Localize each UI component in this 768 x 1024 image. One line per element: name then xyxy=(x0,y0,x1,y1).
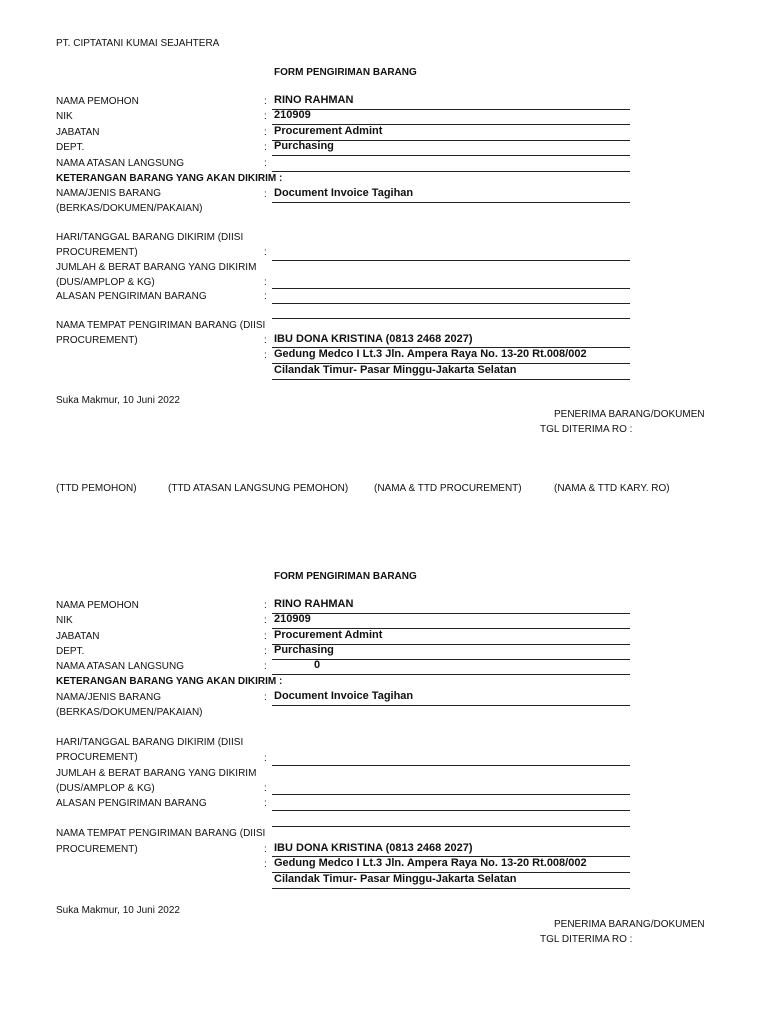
label-nik: NIK xyxy=(56,111,73,122)
value-tempat-line2: Gedung Medco I Lt.3 Jln. Ampera Raya No. 13-20 Rt.008/002 xyxy=(274,348,587,360)
value-nik: 210909 xyxy=(274,109,311,121)
label-alasan: ALASAN PENGIRIMAN BARANG xyxy=(56,798,207,809)
colon: : xyxy=(264,158,267,169)
label-nama-pemohon: NAMA PEMOHON xyxy=(56,96,139,107)
value-tempat-line1: IBU DONA KRISTINA (0813 2468 2027) xyxy=(274,842,473,854)
label-hari-line1: HARI/TANGGAL BARANG DIKIRIM (DIISI xyxy=(56,232,244,243)
value-atasan: 0 xyxy=(314,659,321,671)
colon: : xyxy=(264,631,267,642)
label-atasan: NAMA ATASAN LANGSUNG xyxy=(56,661,184,672)
value-dept: Purchasing xyxy=(274,140,334,152)
label-dept: DEPT. xyxy=(56,142,85,153)
colon: : xyxy=(264,600,267,611)
signature-atasan: (TTD ATASAN LANGSUNG PEMOHON) xyxy=(168,483,349,494)
value-nama-pemohon: RINO RAHMAN xyxy=(274,598,354,610)
colon: : xyxy=(264,350,267,361)
label-jenis-line2: (BERKAS/DOKUMEN/PAKAIAN) xyxy=(56,707,203,718)
label-nik: NIK xyxy=(56,615,73,626)
received-date-label: TGL DITERIMA RO : xyxy=(540,424,633,435)
value-nik: 210909 xyxy=(274,613,311,625)
place-date: Suka Makmur, 10 Juni 2022 xyxy=(56,395,180,406)
label-jabatan: JABATAN xyxy=(56,631,100,642)
label-atasan: NAMA ATASAN LANGSUNG xyxy=(56,158,184,169)
value-tempat-line3: Cilandak Timur- Pasar Minggu-Jakarta Selatan xyxy=(274,364,517,376)
colon: : xyxy=(264,783,267,794)
label-hari-line2: PROCUREMENT) xyxy=(56,752,138,763)
label-hari-line2: PROCUREMENT) xyxy=(56,247,138,258)
signature-procurement: (NAMA & TTD PROCUREMENT) xyxy=(374,483,522,494)
colon: : xyxy=(264,335,267,346)
label-jumlah-line2: (DUS/AMPLOP & KG) xyxy=(56,783,155,794)
label-tempat-line2: PROCUREMENT) xyxy=(56,335,138,346)
label-jumlah-line1: JUMLAH & BERAT BARANG YANG DIKIRIM xyxy=(56,262,257,273)
received-date-label: TGL DITERIMA RO : xyxy=(540,934,633,945)
label-keterangan: KETERANGAN BARANG YANG AKAN DIKIRIM : xyxy=(56,676,283,687)
colon: : xyxy=(264,277,267,288)
signature-pemohon: (TTD PEMOHON) xyxy=(56,483,137,494)
value-jabatan: Procurement Admint xyxy=(274,629,383,641)
field-underline xyxy=(272,810,630,811)
value-jenis: Document Invoice Tagihan xyxy=(274,690,414,702)
label-hari-line1: HARI/TANGGAL BARANG DIKIRIM (DIISI xyxy=(56,737,244,748)
colon: : xyxy=(264,142,267,153)
label-tempat-line1: NAMA TEMPAT PENGIRIMAN BARANG (DIISI xyxy=(56,828,266,839)
colon: : xyxy=(264,798,267,809)
value-nama-pemohon: RINO RAHMAN xyxy=(274,94,354,106)
label-keterangan: KETERANGAN BARANG YANG AKAN DIKIRIM : xyxy=(56,173,283,184)
value-tempat-line3: Cilandak Timur- Pasar Minggu-Jakarta Selatan xyxy=(274,873,517,885)
company-name: PT. CIPTATANI KUMAI SEJAHTERA xyxy=(56,38,220,49)
label-dept: DEPT. xyxy=(56,646,85,657)
receiver-label: PENERIMA BARANG/DOKUMEN xyxy=(554,409,705,420)
field-underline xyxy=(272,826,630,827)
label-jenis-line2: (BERKAS/DOKUMEN/PAKAIAN) xyxy=(56,203,203,214)
field-underline xyxy=(272,674,630,675)
label-tempat-line1: NAMA TEMPAT PENGIRIMAN BARANG (DIISI xyxy=(56,320,266,331)
label-jumlah-line1: JUMLAH & BERAT BARANG YANG DIKIRIM xyxy=(56,768,257,779)
colon: : xyxy=(264,661,267,672)
colon: : xyxy=(264,844,267,855)
colon: : xyxy=(264,189,267,200)
colon: : xyxy=(264,291,267,302)
place-date: Suka Makmur, 10 Juni 2022 xyxy=(56,905,180,916)
signature-kary-ro: (NAMA & TTD KARY. RO) xyxy=(554,483,670,494)
value-tempat-line1: IBU DONA KRISTINA (0813 2468 2027) xyxy=(274,333,473,345)
field-underline xyxy=(272,705,630,706)
colon: : xyxy=(264,692,267,703)
colon: : xyxy=(264,753,267,764)
value-tempat-line2: Gedung Medco I Lt.3 Jln. Ampera Raya No. 13-20 Rt.008/002 xyxy=(274,857,587,869)
colon: : xyxy=(264,96,267,107)
colon: : xyxy=(264,111,267,122)
colon: : xyxy=(264,646,267,657)
value-jenis: Document Invoice Tagihan xyxy=(274,187,414,199)
form-title: FORM PENGIRIMAN BARANG xyxy=(274,571,417,582)
colon: : xyxy=(264,247,267,258)
field-underline xyxy=(272,794,630,795)
label-alasan: ALASAN PENGIRIMAN BARANG xyxy=(56,291,207,302)
label-nama-pemohon: NAMA PEMOHON xyxy=(56,600,139,611)
field-underline xyxy=(272,613,630,614)
colon: : xyxy=(264,615,267,626)
receiver-label: PENERIMA BARANG/DOKUMEN xyxy=(554,919,705,930)
label-jenis-line1: NAMA/JENIS BARANG xyxy=(56,188,162,199)
label-jabatan: JABATAN xyxy=(56,127,100,138)
label-tempat-line2: PROCUREMENT) xyxy=(56,844,138,855)
label-jenis-line1: NAMA/JENIS BARANG xyxy=(56,692,162,703)
form-title: FORM PENGIRIMAN BARANG xyxy=(274,67,417,78)
colon: : xyxy=(264,859,267,870)
field-underline xyxy=(272,659,630,660)
value-jabatan: Procurement Admint xyxy=(274,125,383,137)
label-jumlah-line2: (DUS/AMPLOP & KG) xyxy=(56,277,155,288)
colon: : xyxy=(264,127,267,138)
field-underline xyxy=(272,888,630,889)
field-underline xyxy=(272,765,630,766)
value-dept: Purchasing xyxy=(274,644,334,656)
